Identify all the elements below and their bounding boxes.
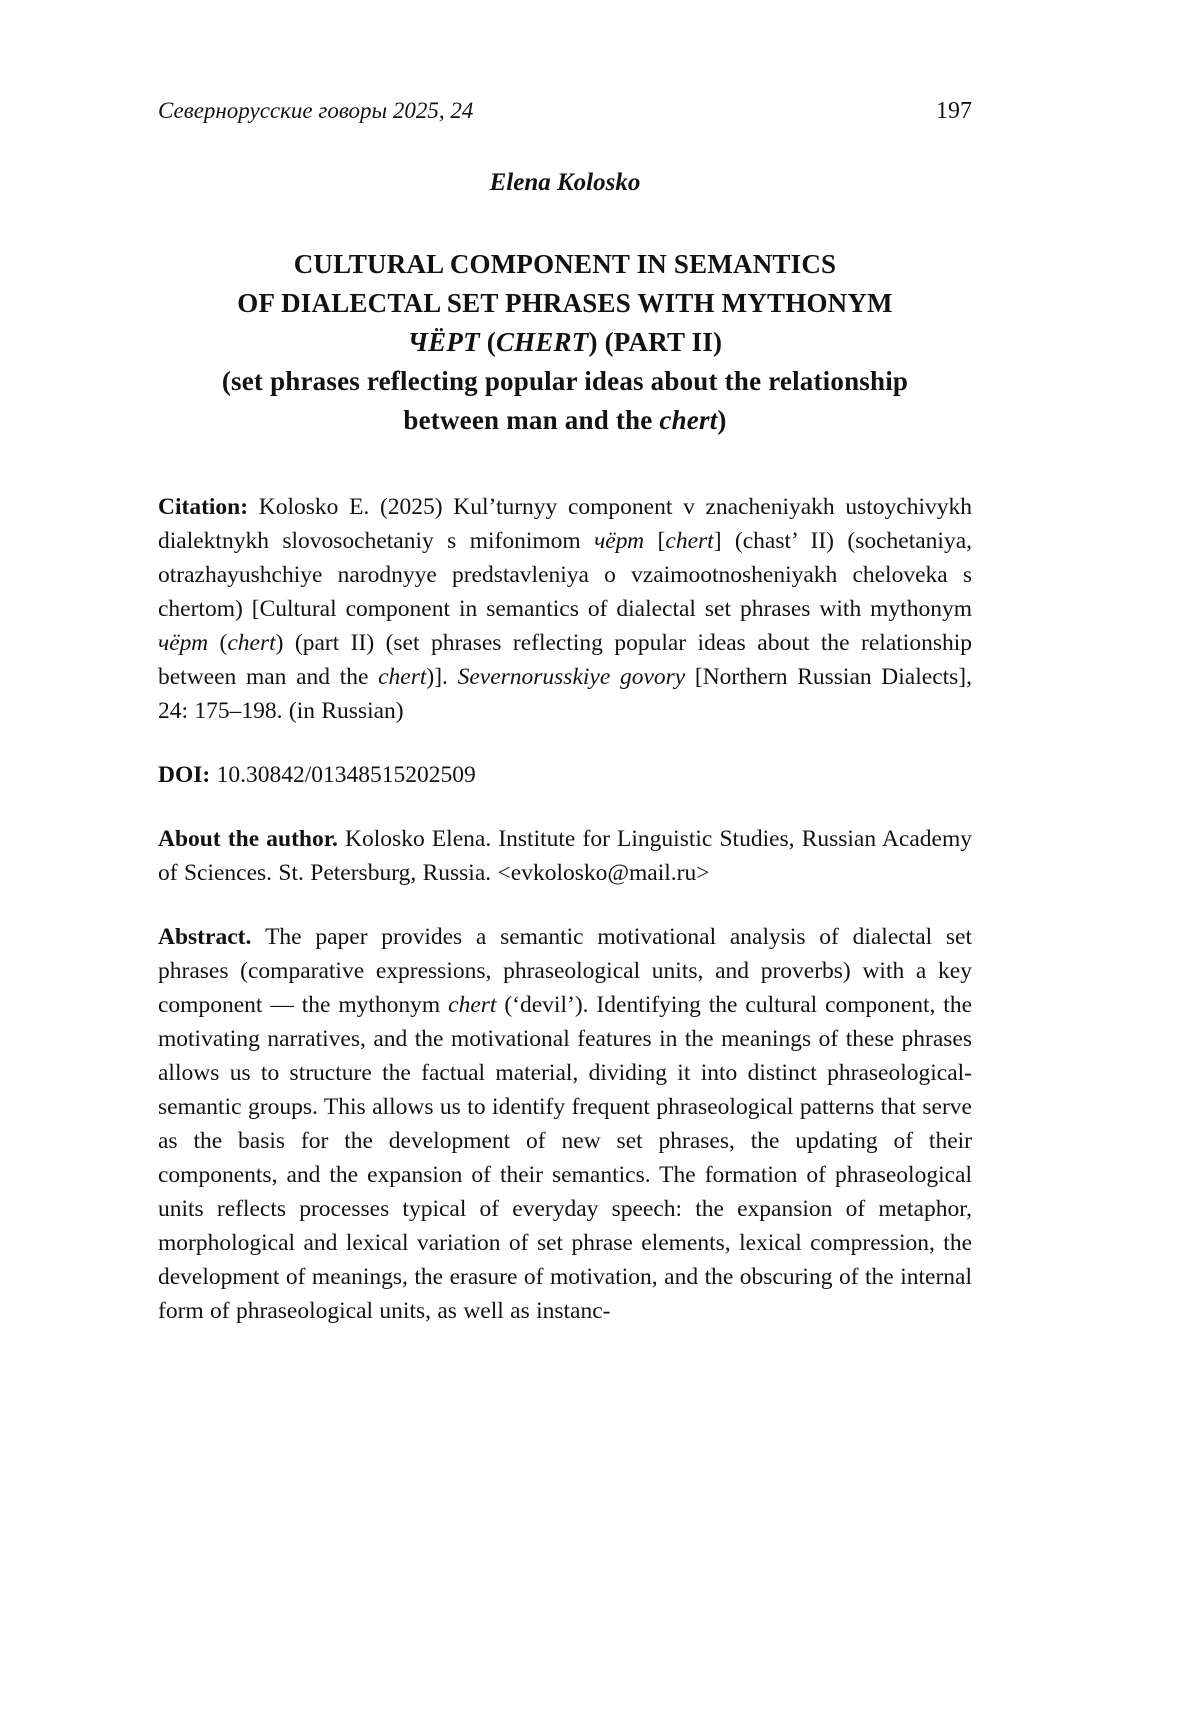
author-name: Elena Kolosko	[489, 169, 641, 196]
article-title-line: (set phrases reflecting popular ideas about the relationship	[221, 366, 909, 396]
article-title-line: between man and the chert)	[403, 405, 727, 435]
doi-line: DOI: 10.30842/01348515202509	[158, 762, 476, 788]
journal-title: Севернорусские говоры 2025, 24	[158, 98, 474, 123]
article-title-line: CULTURAL COMPONENT IN SEMANTICS	[293, 249, 837, 279]
article-title	[158, 245, 972, 440]
citation-paragraph: Citation: Kolosko E. (2025) Kul’turnyy component v znacheniyakh ustoychivykh dialektnykh slovosochetaniy s mifonimom чёрт [chert] (chast’ II) (sochetaniya, otrazhayushchiye narodnyye predstavleniya o vzaimootnosheniyakh cheloveka s chertom) [Cultural component in semantics of dialectal set phrases with mythonym чёрт (chert) (part II) (set phrases reflecting popular ideas about the relationship between man and the chert)]. Severnorusskiye govory [Northern Russian Dialects], 24: 175–198. (in Russian)	[158, 494, 973, 724]
abstract-paragraph: Abstract. The paper provides a semantic motivational analysis of dialectal set phrases (comparative expressions, phraseological units, and proverbs) with a key component — the mythonym chert (‘devil’). Identifying the cultural component, the motivating narratives, and the motivational features in the meanings of these phrases allows us to structure the factual material, dividing it into distinct phraseological-semantic groups. This allows us to identify frequent phraseological patterns that serve as the basis for the development of new set phrases, the updating of their components, and the expansion of their semantics. The formation of phraseological units reflects processes typical of everyday speech: the expansion of metaphor, morphological and lexical variation of set phrase elements, lexical compression, the development of meanings, the erasure of motivation, and the obscuring of the internal form of phraseological units, as well as instanc-	[158, 924, 973, 1324]
page-number: 197	[936, 98, 972, 124]
running-head	[158, 98, 972, 125]
article-title-line: ЧЁРТ (CHERT) (PART II)	[407, 327, 723, 357]
article-title-line: OF DIALECTAL SET PHRASES WITH MYTHONYM	[237, 288, 893, 318]
about-author-paragraph: About the author. Kolosko Elena. Institute for Linguistic Studies, Russian Academy of Sciences. St. Petersburg, Russia. <evkolosko@mail.ru>	[158, 826, 972, 886]
article-front-matter	[158, 490, 972, 1328]
